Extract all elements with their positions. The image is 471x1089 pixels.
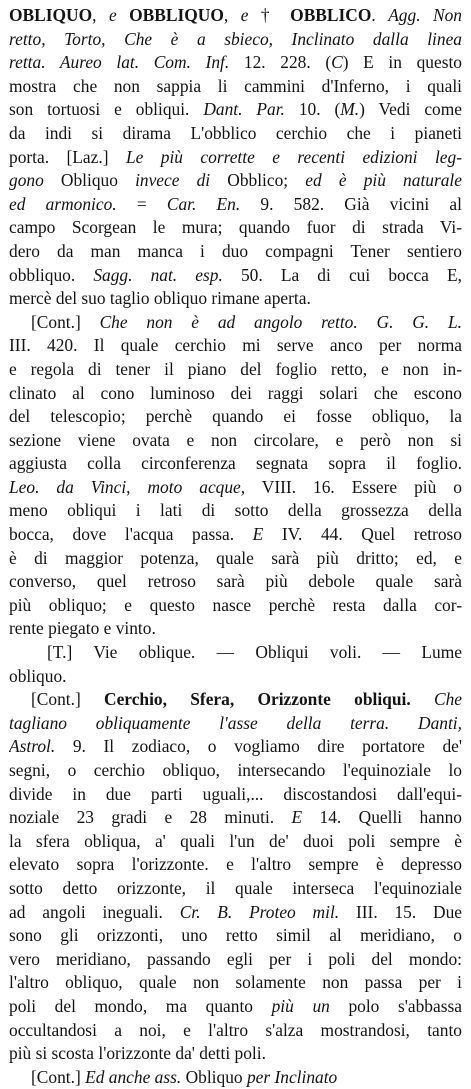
body-text: III. 15. Due	[339, 901, 462, 922]
text-line	[9, 122, 462, 146]
body-text: ,	[92, 5, 109, 25]
body-text	[117, 5, 129, 25]
body-text: vero meridiano, passando egli per i poli del mondo:	[9, 948, 462, 969]
body-text: sotto detto orizzonte, il quale interseca l'equinoziale	[9, 877, 462, 898]
body-text: più si scosta l'orizzonte da' detti poli.	[9, 1043, 266, 1064]
body-text: converso, quel retroso sarà più debole quale sarà	[9, 571, 462, 592]
body-text: elevato sopra l'orizzonte. e l'altro sempre è depresso	[9, 854, 462, 875]
body-text: 9. 582. Già vicini al	[240, 193, 462, 214]
body-text: del telescopio; perchè quando ei fosse obliquo, la	[9, 406, 462, 427]
text-line	[9, 499, 462, 523]
text-line	[9, 523, 462, 547]
italic-text: retto, Torto, Che è a sbieco, Inclinato dalla linea	[9, 28, 462, 49]
text-line	[9, 688, 462, 712]
body-text: meno obliqui i lati di sotto della grossezza della	[9, 500, 462, 521]
body-text: bocca, dove l'acqua passa.	[9, 524, 253, 545]
text-line	[9, 1019, 462, 1043]
body-text: l'altro obliquo, quale non solamente non passa per i	[9, 972, 462, 993]
text-line	[9, 783, 462, 807]
body-text: ) E in questo	[342, 52, 462, 73]
text-line	[9, 995, 462, 1019]
body-text: 12. 228. (	[229, 52, 332, 73]
body-text: la sfera obliqua, a' quali l'un de' duoi poli sempre è	[9, 830, 462, 851]
text-line	[9, 735, 462, 759]
italic-text: Car. En.	[166, 193, 241, 214]
text-line	[9, 452, 462, 476]
text-line	[9, 429, 462, 453]
text-line	[9, 712, 462, 736]
text-line	[9, 901, 462, 925]
italic-text: per Inclinato	[246, 1066, 338, 1087]
body-text: ad angoli ineguali.	[9, 901, 180, 922]
italic-text: Che	[433, 689, 462, 710]
text-line	[9, 287, 462, 311]
body-text: mostra che non sappia li cammini d'Inferno, i quali	[9, 75, 462, 96]
text-line	[9, 570, 462, 594]
body-text: segni, o cerchio obliquo, intersecando l'equinoziale lo	[9, 760, 462, 780]
body-text: obliquo.	[9, 665, 67, 686]
italic-text: Dant. Par.	[203, 99, 285, 120]
body-text: Obliquo	[181, 1066, 247, 1087]
body-text: rente piegato e vinto.	[9, 618, 156, 639]
body-text: †	[248, 5, 291, 25]
text-line	[9, 146, 462, 170]
italic-text: C	[331, 52, 343, 73]
text-line	[9, 594, 462, 618]
text-line	[9, 240, 462, 264]
body-text: 14. Quelli hanno	[302, 807, 462, 828]
body-text: da indi si dirama L'obblico cerchio che i pianeti	[9, 122, 462, 143]
italic-text: Leo. da Vinci, moto acque,	[9, 476, 246, 497]
text-line	[9, 405, 462, 429]
body-text: dero da man manca i duo compagni Tener sentiero	[9, 240, 462, 261]
headword-text: OBLIQUO	[9, 5, 93, 25]
body-text: aggiusta colla circonferenza segnata sopra il foglio.	[9, 453, 462, 474]
text-line	[9, 877, 462, 901]
body-text: III. 420. Il quale cerchio mi serve anco per norma	[9, 335, 462, 356]
text-line	[9, 665, 462, 689]
body-text: clinato al cono luminoso dei raggi solari che escono	[9, 382, 462, 403]
text-line	[9, 830, 462, 854]
italic-text: ed è più naturale	[305, 170, 462, 191]
italic-text: E	[291, 807, 303, 828]
text-line	[9, 193, 462, 217]
italic-text: Agg. Non	[388, 5, 462, 25]
body-text: [Cont.]	[31, 1066, 86, 1087]
text-line	[9, 1042, 462, 1066]
text-line	[9, 51, 462, 75]
body-text: ) Vedi come	[359, 99, 462, 120]
text-line	[9, 853, 462, 877]
text-line	[9, 28, 462, 52]
italic-text: M.	[340, 99, 360, 120]
italic-text: e	[108, 5, 117, 25]
italic-text: Che non è ad angolo retto. G. G. L.	[99, 311, 462, 332]
text-line	[9, 334, 462, 358]
text-line	[9, 641, 462, 665]
text-line	[9, 311, 462, 335]
body-text: porta. [Laz.]	[9, 146, 126, 167]
body-text	[411, 689, 434, 709]
headword-text: OBBLIQUO	[129, 5, 224, 25]
headword-text: OBBLICO	[290, 5, 372, 25]
italic-text: E	[252, 524, 264, 545]
text-line	[9, 216, 462, 240]
body-text: [Cont.]	[31, 311, 100, 332]
body-text: sono gli orizzonti, uno retto simil al meridiano, o	[9, 925, 462, 946]
body-text: occultandosi a noi, e l'altro s'alza mostrandosi, tanto	[9, 1019, 462, 1040]
body-text: Obliquo	[43, 170, 136, 191]
text-line	[9, 358, 462, 382]
body-text: mercè del suo taglio obliquo rimane aperta.	[9, 288, 311, 309]
body-text: Obblico;	[210, 170, 306, 191]
italic-text: Sagg. nat. esp.	[93, 264, 223, 285]
body-text: polo s'abbassa	[329, 995, 462, 1016]
headword-text: Cerchio, Sfera, Orizzonte obliqui.	[104, 689, 411, 710]
text-line	[9, 759, 462, 783]
body-text: noziale 23 gradi e 28 minuti.	[9, 807, 292, 828]
body-text: ,	[223, 5, 241, 25]
body-text: sezione viene ovata e non circolare, e però non si	[9, 429, 462, 450]
body-text: più obliquo; e questo nasce perchè resta dalla cor-	[9, 594, 462, 615]
text-line	[9, 264, 462, 288]
italic-text: ed armonico.	[9, 193, 117, 214]
dictionary-entry-obliquo	[9, 4, 462, 1089]
italic-text: più un	[271, 995, 330, 1016]
body-text: 50. La di cui bocca E,	[222, 264, 462, 285]
body-text: obbliquo.	[9, 264, 94, 285]
text-line	[9, 617, 462, 641]
text-line	[9, 971, 462, 995]
body-text: [T.] Vie oblique. — Obliqui voli. — Lume	[47, 642, 462, 663]
text-line	[9, 806, 462, 830]
body-text: VIII. 16. Essere più o	[245, 476, 462, 497]
text-line	[9, 476, 462, 500]
body-text: .	[371, 5, 389, 25]
body-text: campo Scorgean le mura; quando fuor di strada Vi-	[9, 217, 462, 238]
body-text: è di maggior potenza, quale sarà più dritto; ed, e	[9, 547, 462, 568]
body-text: poli del mondo, ma quanto	[9, 995, 272, 1016]
body-text: IV. 44. Quel retroso	[263, 524, 462, 545]
body-text: e regola di tener il piano del foglio retto, e non in-	[9, 358, 462, 379]
italic-text: Astrol.	[9, 736, 56, 757]
text-line	[9, 924, 462, 948]
italic-text: gono	[9, 170, 44, 191]
italic-text: invece di	[135, 170, 211, 191]
italic-text: e	[240, 5, 249, 25]
body-text: 10. (	[284, 99, 341, 120]
text-line	[9, 1066, 462, 1089]
text-line	[9, 382, 462, 406]
text-line	[9, 547, 462, 571]
italic-text: Ed anche ass.	[85, 1066, 182, 1087]
text-line	[9, 75, 462, 99]
body-text: 9. Il zodiaco, o vogliamo dire portatore de'	[55, 736, 462, 757]
italic-text: tagliano obliquamente l'asse della terra. Danti,	[9, 712, 462, 733]
body-text: =	[116, 193, 167, 214]
body-text: son tortuosi e obliqui.	[9, 99, 204, 120]
body-text: divide in due parti uguali,... discostandosi dall'equi-	[9, 783, 462, 804]
italic-text: Cr. B. Proteo mil.	[179, 901, 340, 922]
body-text: [Cont.]	[31, 689, 105, 710]
italic-text: retta. Aureo lat. Com. Inf.	[9, 52, 230, 73]
text-line	[9, 98, 462, 122]
text-line	[9, 169, 462, 193]
text-line	[9, 948, 462, 972]
text-line	[9, 4, 462, 28]
italic-text: Le più corrette e recenti edizioni leg-	[125, 146, 462, 167]
